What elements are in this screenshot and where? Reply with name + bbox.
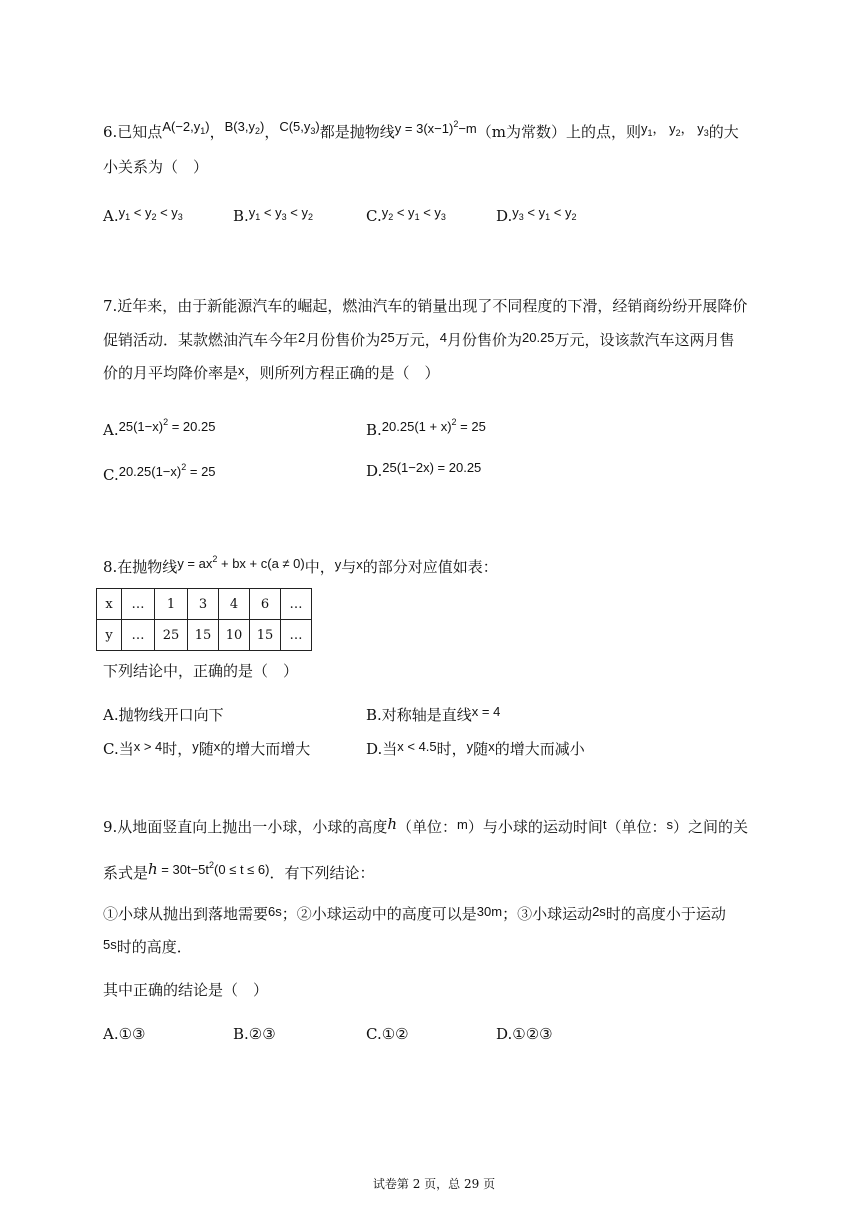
q6-line1: 6.已知点$A(-2,y_1)$，$B(3,y_2)$，$C(5,y_3)$都是抛物线$y = 3(x-1)^2-m(m$为常数）上的点，则$y_1$， $y_2$， $y_3$的大 bbox=[103, 119, 739, 141]
q9-question: 其中正确的结论是（ ） bbox=[103, 981, 269, 999]
table-cell: … bbox=[281, 589, 312, 620]
q8-line1: 8.在抛物线$y = ax^2$ + bx + c(a ≠ 0)中，y与x的部分对应值如表： bbox=[103, 554, 498, 576]
table-row bbox=[97, 620, 312, 651]
q9-line3: ①小球从抛出到落地需要6s；②小球运动中的高度可以是30m；③小球运动2s时的高度小于运动 bbox=[103, 904, 726, 923]
table-cell: … bbox=[122, 589, 155, 620]
q7-line3: 价的月平均降价率是x，则所列方程正确的是（ ） bbox=[103, 363, 440, 382]
table-cell: 15 bbox=[250, 620, 281, 651]
q7-option-b: $B.20.25(1 + x)^2 = 25$ bbox=[366, 417, 486, 439]
q6-point-c: $C(5,y_3)$ bbox=[279, 119, 320, 136]
table-cell: y bbox=[97, 620, 122, 651]
q9-option-b: B.②③ bbox=[233, 1025, 276, 1043]
q7-line2: 促销活动．某款燃油汽车今年2月份售价为25万元，4月份售价为20.25万元，设该款汽车这两月售 bbox=[103, 330, 735, 349]
q6-tail: 的大 bbox=[708, 123, 739, 141]
q6-vars: $y_1$， $y_2$， $y_3$ bbox=[640, 121, 709, 138]
table-cell: 25 bbox=[155, 620, 188, 651]
table-cell: 3 bbox=[188, 589, 219, 620]
q7-option-c: $C.20.25(1-x)^2 = 25$ bbox=[103, 462, 216, 484]
q9-line1: 9.从地面竖直向上抛出一小球，小球的高度h（单位：m）与小球的运动时间t（单位：s）之间的关 bbox=[103, 815, 749, 836]
q7-line1: 7.近年来，由于新能源汽车的崛起，燃油汽车的销量出现了不同程度的下滑，经销商纷纷开展降价 bbox=[103, 297, 748, 315]
q9-option-c: C.①② bbox=[366, 1025, 409, 1043]
q8-option-a: A.抛物线开口向下 bbox=[103, 706, 224, 724]
q7-option-d: D.25(1−2x) = 20.25 bbox=[366, 460, 482, 480]
q9-line2: 系式是$h = 30t-5t^2(0 \le t \le 6)$．有下列结论： bbox=[103, 860, 375, 882]
q6-mid: 都是抛物线 bbox=[319, 123, 395, 141]
q8-option-d: D.当x < 4.5时，y随x的增大而减小 bbox=[366, 739, 585, 758]
page-footer: 试卷第 2 页，总 29 页 bbox=[372, 1177, 496, 1191]
q8-option-c: C.当x > 4时，y随x的增大而增大 bbox=[103, 739, 311, 758]
q7-option-a: $A.25(1-x)^2 = 20.25$ bbox=[103, 417, 216, 439]
table-cell: 6 bbox=[250, 589, 281, 620]
q9-option-d: D.①②③ bbox=[496, 1025, 553, 1043]
q9-line4: 5s时的高度． bbox=[103, 937, 192, 956]
table-cell: 10 bbox=[219, 620, 250, 651]
table-row bbox=[97, 589, 312, 620]
q8-option-b: B.对称轴是直线x = 4 bbox=[366, 704, 501, 724]
q6-prefix: 6.已知点 bbox=[103, 123, 163, 141]
q6-equation: $y = 3(x-1)^2-m$ bbox=[394, 119, 477, 136]
table-cell: … bbox=[122, 620, 155, 651]
q8-value-table bbox=[96, 588, 312, 651]
q6-option-c: $C.y_2 < y_1 < y_3$ bbox=[366, 205, 446, 225]
table-cell: 4 bbox=[219, 589, 250, 620]
q9-option-a: A.①③ bbox=[103, 1025, 146, 1043]
q8-question: 下列结论中，正确的是（ ） bbox=[103, 662, 299, 680]
table-cell: … bbox=[281, 620, 312, 651]
q6-option-d: $D.y_3 < y_1 < y_2$ bbox=[496, 205, 577, 225]
q6-point-b: $B(3,y_2)$ bbox=[224, 119, 265, 136]
q6-option-b: $B.y_1 < y_3 < y_2$ bbox=[233, 205, 313, 225]
table-cell: x bbox=[97, 589, 122, 620]
table-cell: 1 bbox=[155, 589, 188, 620]
q6-option-a: $A.y_1 < y_2 < y_3$ bbox=[103, 205, 183, 225]
q6-line2: 小关系为（ ） bbox=[103, 158, 209, 176]
q6-paren: （m为常数）上的点，则 bbox=[476, 123, 641, 141]
table-cell: 15 bbox=[188, 620, 219, 651]
q6-point-a: $A(-2,y_1)$ bbox=[162, 119, 210, 136]
